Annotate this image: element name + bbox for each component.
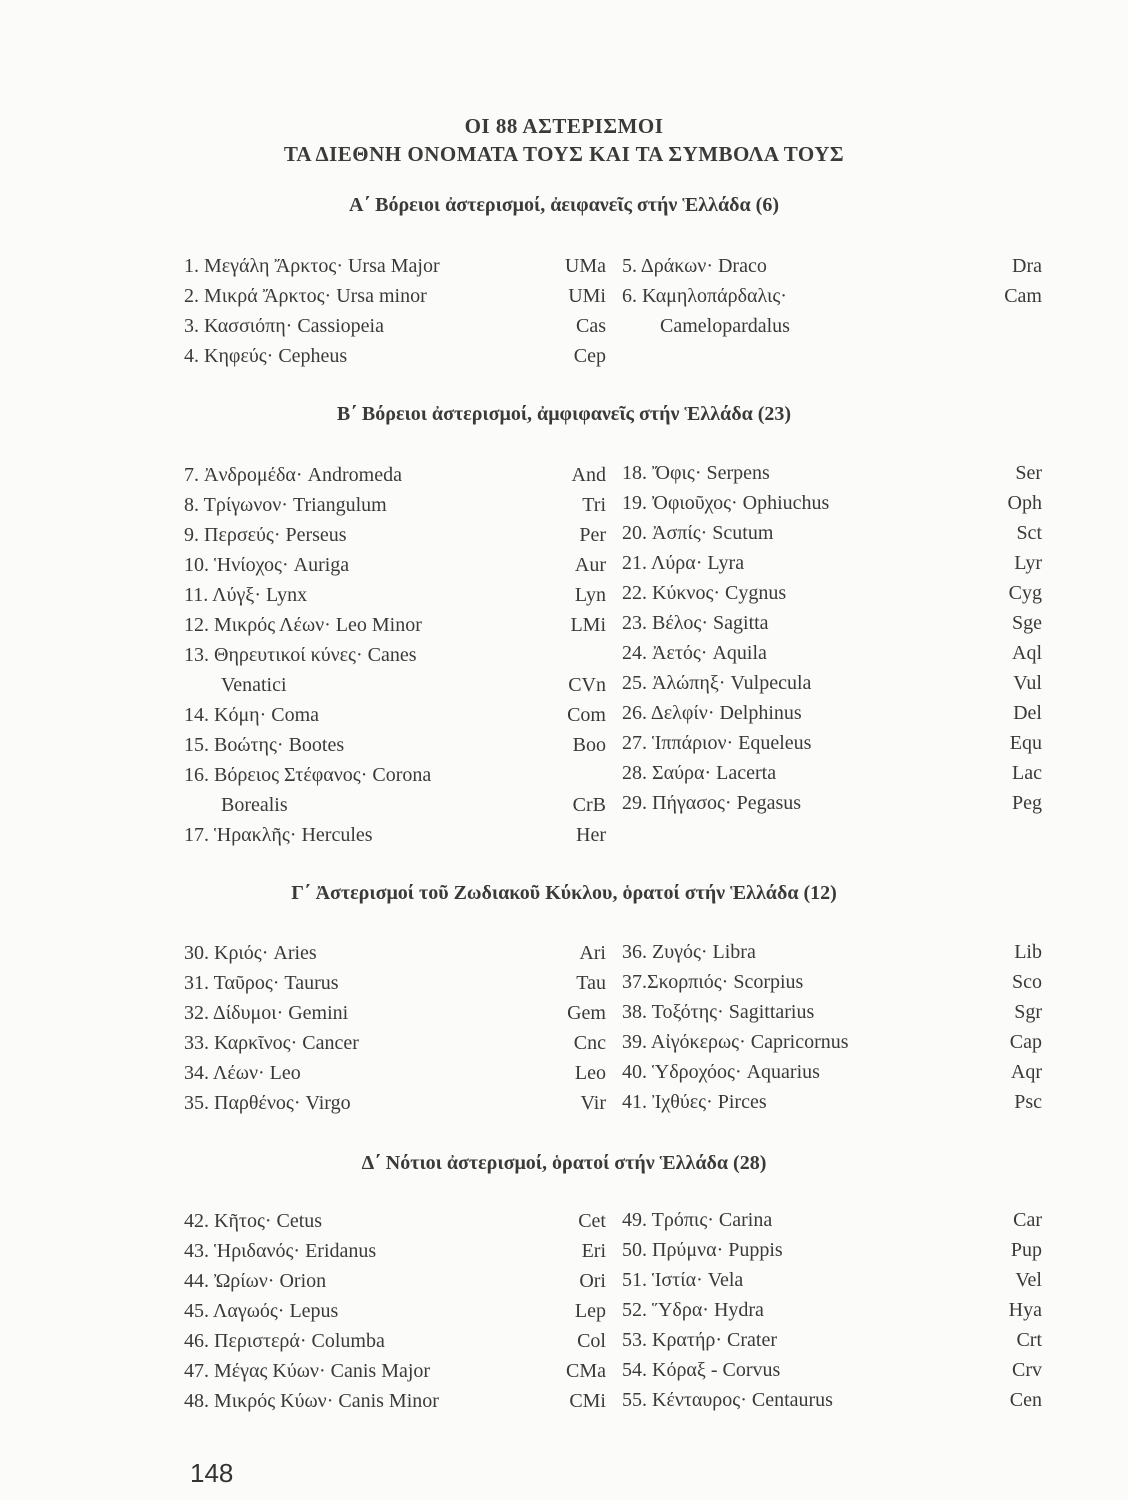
constellation-row (184, 550, 606, 580)
constellation-name: 32. Δίδυμοι· Gemini (184, 1002, 349, 1024)
section-c-left-column (184, 938, 606, 1118)
constellation-name: 9. Περσεύς· Perseus (184, 524, 347, 546)
constellation-symbol: Cam (1004, 285, 1042, 307)
constellation-row (184, 998, 606, 1028)
constellation-symbol: Equ (1009, 732, 1042, 754)
constellation-row (184, 281, 606, 311)
constellation-row (622, 608, 1042, 638)
constellation-row (184, 700, 606, 730)
constellation-symbol: CVn (568, 674, 606, 696)
constellation-symbol: Car (1013, 1209, 1042, 1231)
constellation-name: 21. Λύρα· Lyra (622, 552, 745, 574)
constellation-name: 12. Μικρός Λέων· Leo Minor (184, 614, 422, 636)
constellation-symbol: Crt (1016, 1329, 1042, 1351)
constellation-row (622, 281, 1042, 311)
constellation-row (622, 311, 1042, 341)
constellation-symbol: Boo (572, 734, 606, 756)
constellation-row (184, 1206, 606, 1236)
page-subtitle: ΤΑ ΔΙΕΘΝΗ ΟΝΟΜΑΤΑ ΤΟΥΣ ΚΑΙ ΤΑ ΣΥΜΒΟΛΑ ΤΟΥΣ (283, 142, 845, 166)
constellation-name: 40. Ὑδροχόος· Aquarius (622, 1061, 820, 1083)
constellation-name: 4. Κηφεύς· Cepheus (184, 345, 348, 367)
constellation-row (622, 1325, 1042, 1355)
constellation-name: 35. Παρθένος· Virgo (184, 1092, 351, 1114)
constellation-symbol: CMa (566, 1360, 606, 1382)
constellation-symbol: Psc (1014, 1091, 1042, 1113)
constellation-row (184, 1296, 606, 1326)
constellation-name: 46. Περιστερά· Columba (184, 1330, 385, 1352)
constellation-symbol: Sge (1012, 612, 1042, 634)
constellation-row (184, 640, 606, 670)
constellation-symbol: Vir (580, 1092, 606, 1114)
constellation-symbol: UMi (568, 285, 606, 307)
constellation-symbol: Aql (1012, 642, 1042, 664)
constellation-symbol: Sco (1012, 971, 1042, 993)
constellation-symbol: Cas (576, 315, 606, 337)
constellation-name: 52. Ὕδρα· Hydra (622, 1299, 764, 1321)
constellation-symbol: Hya (1008, 1299, 1042, 1321)
constellation-name: 33. Καρκῖνος· Cancer (184, 1032, 359, 1054)
section-a-right-column (622, 251, 1042, 341)
constellation-symbol: Leo (574, 1062, 606, 1084)
constellation-symbol: Cnc (573, 1032, 606, 1054)
constellation-name: 23. Βέλος· Sagitta (622, 612, 769, 634)
constellation-row (622, 1057, 1042, 1087)
constellation-row (184, 251, 606, 281)
constellation-row (622, 967, 1042, 997)
constellation-name: 10. Ἡνίοχος· Auriga (184, 554, 350, 576)
constellation-name: 27. Ἱππάριον· Equeleus (622, 732, 812, 754)
constellation-name: 36. Ζυγός· Libra (622, 941, 756, 963)
constellation-name: 16. Βόρειος Στέφανος· Corona (184, 764, 432, 786)
constellation-name: 14. Κόμη· Coma (184, 704, 320, 726)
constellation-row (184, 1236, 606, 1266)
constellation-name: 11. Λύγξ· Lynx (184, 584, 308, 606)
constellation-name: 3. Κασσιόπη· Cassiopeia (184, 315, 384, 337)
constellation-symbol: Tau (576, 972, 606, 994)
constellation-name: 48. Μικρός Κύων· Canis Minor (184, 1390, 439, 1412)
section-b-right-column (622, 458, 1042, 818)
constellation-symbol: Ari (579, 942, 606, 964)
constellation-symbol: LMi (570, 614, 606, 636)
constellation-symbol: UMa (564, 255, 606, 277)
constellation-row (622, 997, 1042, 1027)
constellation-name: Camelopardalus (660, 315, 790, 337)
constellation-name: 20. Ἀσπίς· Scutum (622, 522, 774, 544)
constellation-name: 7. Ἀνδρομέδα· Andromeda (184, 464, 402, 486)
constellation-row (622, 698, 1042, 728)
constellation-name: 54. Κόραξ - Corvus (622, 1359, 781, 1381)
constellation-name: 18. Ὄφις· Serpens (622, 462, 770, 484)
constellation-row (622, 788, 1042, 818)
constellation-symbol: Her (576, 824, 606, 846)
constellation-symbol: Cen (1009, 1389, 1042, 1411)
section-d-right-column (622, 1205, 1042, 1415)
constellation-name: 31. Ταῦρος· Taurus (184, 972, 339, 994)
constellation-row (622, 548, 1042, 578)
constellation-symbol: Vel (1015, 1269, 1042, 1291)
constellation-row (184, 311, 606, 341)
constellation-name: 15. Βοώτης· Bootes (184, 734, 345, 756)
constellation-symbol: CMi (569, 1390, 606, 1412)
constellation-name: 51. Ἱστία· Vela (622, 1269, 744, 1291)
constellation-name: 38. Τοξότης· Sagittarius (622, 1001, 815, 1023)
section-b-left-column (184, 460, 606, 850)
constellation-name: Borealis (221, 794, 288, 816)
constellation-symbol: Vul (1013, 672, 1042, 694)
constellation-row (184, 460, 606, 490)
constellation-symbol: Cet (578, 1210, 606, 1232)
constellation-symbol: Oph (1007, 492, 1042, 514)
constellation-symbol: CrB (572, 794, 606, 816)
constellation-name: 47. Μέγας Κύων· Canis Major (184, 1360, 431, 1382)
constellation-row (184, 1356, 606, 1386)
constellation-name: 50. Πρύμνα· Puppis (622, 1239, 783, 1261)
constellation-symbol: Sct (1016, 522, 1042, 544)
constellation-row (622, 728, 1042, 758)
section-heading-a: Α΄ Βόρειοι ἀστερισμοί, ἀειφανεῖς στήν Ἑλλάδα (6) (349, 194, 779, 216)
constellation-row (184, 790, 606, 820)
section-heading-d: Δ΄ Νότιοι ἀστερισμοί, ὁρατοί στήν Ἑλλάδα (28) (361, 1152, 767, 1174)
constellation-row (622, 1205, 1042, 1235)
constellation-symbol: Aur (574, 554, 606, 576)
constellation-symbol: Lep (574, 1300, 606, 1322)
constellation-symbol (978, 311, 1042, 341)
constellation-symbol: Dra (1012, 255, 1042, 277)
constellation-name: 13. Θηρευτικοί κύνες· Canes (184, 644, 417, 666)
constellation-row (622, 1027, 1042, 1057)
constellation-symbol: Gem (567, 1002, 606, 1024)
constellation-symbol: Lac (1012, 762, 1042, 784)
constellation-row (184, 670, 606, 700)
constellation-name: 8. Τρίγωνον· Triangulum (184, 494, 387, 516)
constellation-row (622, 1295, 1042, 1325)
constellation-name: 53. Κρατήρ· Crater (622, 1329, 778, 1351)
constellation-row (622, 1087, 1042, 1117)
constellation-row (184, 520, 606, 550)
page-number: 148 (190, 1458, 234, 1488)
constellation-row (184, 1326, 606, 1356)
constellation-row (184, 1028, 606, 1058)
constellation-name: 37.Σκορπιός· Scorpius (622, 971, 804, 993)
constellation-name: 29. Πήγασος· Pegasus (622, 792, 802, 814)
constellation-symbol: Ori (579, 1270, 606, 1292)
constellation-row (184, 490, 606, 520)
constellation-symbol: Cep (573, 345, 606, 367)
constellation-symbol: And (571, 464, 606, 486)
section-heading-b: Β΄ Βόρειοι ἀστερισμοί, ἀμφιφανεῖς στήν Ἑλλάδα (23) (336, 403, 792, 425)
constellation-row (622, 1355, 1042, 1385)
constellation-symbol: Lyr (1014, 552, 1042, 574)
constellation-row (622, 1235, 1042, 1265)
constellation-name: 55. Κένταυρος· Centaurus (622, 1389, 833, 1411)
section-a-left-column (184, 251, 606, 371)
section-c-right-column (622, 937, 1042, 1117)
constellation-symbol: Aqr (1010, 1061, 1042, 1083)
section-d-left-column (184, 1206, 606, 1416)
constellation-row (184, 730, 606, 760)
constellation-symbol: Cap (1009, 1031, 1042, 1053)
constellation-row (622, 668, 1042, 698)
constellation-row (622, 937, 1042, 967)
constellation-row (622, 488, 1042, 518)
constellation-name: 41. Ἰχθύες· Pirces (622, 1091, 767, 1113)
constellation-name: 43. Ἡριδανός· Eridanus (184, 1240, 377, 1262)
constellation-symbol: Pup (1010, 1239, 1042, 1261)
constellation-symbol: Eri (581, 1240, 606, 1262)
constellation-row (622, 518, 1042, 548)
constellation-row (184, 968, 606, 998)
constellation-symbol: Col (577, 1330, 606, 1352)
constellation-name: 28. Σαύρα· Lacerta (622, 762, 777, 784)
constellation-symbol: Del (1013, 702, 1042, 724)
section-heading-c: Γ΄ Ἀστερισμοί τοῦ Ζωδιακοῦ Κύκλου, ὁρατοί στήν Ἑλλάδα (12) (291, 882, 837, 904)
constellation-row (184, 1386, 606, 1416)
constellation-name: 24. Ἀετός· Aquila (622, 642, 767, 664)
constellation-symbol (542, 760, 606, 790)
constellation-name: 6. Καμηλοπάρδαλις· (622, 285, 787, 307)
constellation-row (622, 1385, 1042, 1415)
constellation-row (184, 760, 606, 790)
constellation-row (184, 1058, 606, 1088)
constellation-row (184, 820, 606, 850)
constellation-name: Venatici (221, 674, 287, 696)
constellation-name: 45. Λαγωός· Lepus (184, 1300, 339, 1322)
constellation-symbol: Lyn (574, 584, 606, 606)
constellation-row (184, 1266, 606, 1296)
constellation-row (184, 341, 606, 371)
constellation-symbol: Crv (1012, 1359, 1042, 1381)
constellation-name: 39. Αἰγόκερως· Capricornus (622, 1031, 849, 1053)
constellation-symbol: Sgr (1014, 1001, 1042, 1023)
constellation-symbol: Lib (1014, 941, 1042, 963)
constellation-row (184, 610, 606, 640)
constellation-name: 2. Μικρά Ἄρκτος· Ursa minor (184, 285, 427, 307)
constellation-name: 44. Ὠρίων· Orion (184, 1270, 327, 1292)
constellation-name: 30. Κριός· Aries (184, 942, 317, 964)
constellation-row (184, 938, 606, 968)
constellation-name: 42. Κῆτος· Cetus (184, 1210, 323, 1232)
constellation-row (622, 758, 1042, 788)
constellation-symbol: Tri (582, 494, 606, 516)
constellation-symbol: Peg (1012, 792, 1042, 814)
constellation-name: 25. Ἀλώπηξ· Vulpecula (622, 672, 812, 694)
constellation-name: 5. Δράκων· Draco (622, 255, 767, 277)
constellation-row (622, 1265, 1042, 1295)
constellation-name: 19. Ὀφιοῦχος· Ophiuchus (622, 492, 830, 514)
page-title: ΟΙ 88 ΑΣΤΕΡΙΣΜΟΙ (464, 114, 664, 138)
constellation-name: 17. Ἡρακλῆς· Hercules (184, 824, 373, 846)
constellation-row (622, 578, 1042, 608)
constellation-symbol: Ser (1015, 462, 1042, 484)
constellation-symbol (542, 640, 606, 670)
constellation-symbol: Per (579, 524, 606, 546)
constellation-name: 26. Δελφίν· Delphinus (622, 702, 802, 724)
constellation-row (184, 580, 606, 610)
constellation-row (184, 1088, 606, 1118)
constellation-row (622, 638, 1042, 668)
constellation-name: 22. Κύκνος· Cygnus (622, 582, 787, 604)
constellation-name: 1. Μεγάλη Ἄρκτος· Ursa Major (184, 255, 440, 277)
constellation-symbol: Cyg (1008, 582, 1042, 604)
constellation-symbol: Com (567, 704, 606, 726)
constellation-name: 34. Λέων· Leo (184, 1062, 301, 1084)
constellation-row (622, 251, 1042, 281)
constellation-name: 49. Τρόπις· Carina (622, 1209, 773, 1231)
constellation-row (622, 458, 1042, 488)
